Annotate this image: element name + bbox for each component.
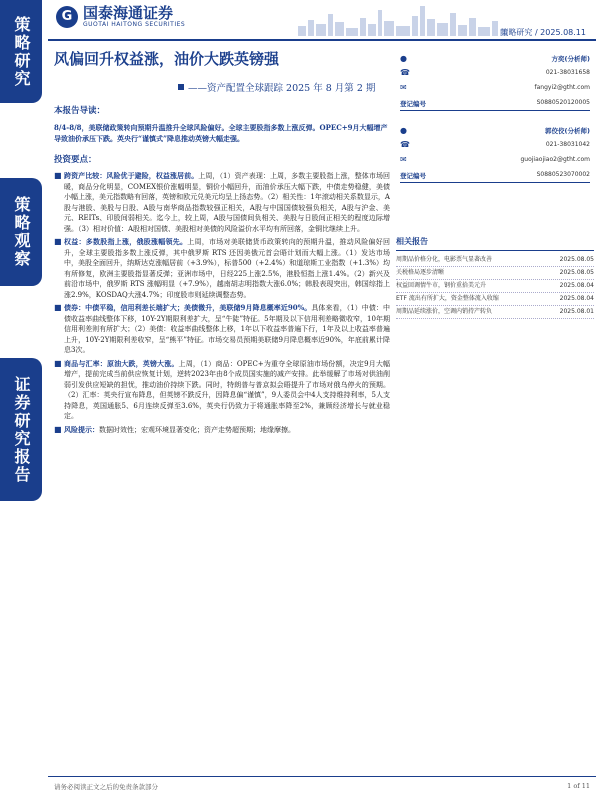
summary-item-body: 上周，（1）资产表现：上周，多数主要股指上涨，整体市场回暖，商品分化明显，COMEX银价涨幅明显，铜价小幅回升，而油价承压大幅下跌，中债走势稳健，美债小幅上涨，美元指数略有回落，英镑和欧元兑美元均呈上扬态势。（2）相关性：1年滚动相关系数显示，A股与港股、美股与日股、A股与南华商品指数较强正相关，A股与中国国债较强负相关，A股与沪金、美元、REITs、印股间弱相关。迄今上，较上周，A股与国债间负相关、美股与日股间正相关的程度边际增强。（3）相对价值：A股相对国债、美股相对美债的风险溢价水平均有所回落，金铜比继续上升。 [64, 172, 391, 233]
related-report-date: 2025.08.05 [559, 269, 594, 276]
footer-disclaimer: 请务必阅读正文之后的免责条款部分 [54, 783, 158, 791]
summary-item [54, 303, 390, 356]
analyst-divider [400, 182, 590, 183]
square-bullet-icon [178, 84, 184, 90]
related-report-title[interactable]: ETF 流出有所扩大，资金整体流入收缩 [396, 295, 499, 302]
phone-icon: ☎ [400, 140, 410, 149]
report-category-date: 策略研究 / 2025.08.11 [500, 28, 586, 37]
related-reports [396, 236, 594, 319]
summary-item-head: 商品与汇率：原油大跌，英镑大涨。 [64, 358, 179, 368]
bullet-icon: ■ [54, 237, 62, 246]
related-report-title[interactable]: 周期品延续涨价，空调内销持产转负 [396, 308, 493, 315]
summary-item [54, 425, 390, 436]
sidebar-label-strategy-observation: 策略观察 [0, 178, 42, 286]
logo-mark-icon: G [56, 6, 78, 28]
person-icon: ● [400, 126, 407, 135]
summary-item-body: 上周，市场对美联储货币政策转向的预期升温，推动风险偏好回升，全球主要股指多数上涨反弹，其中俄罗斯 RTS 还因美俄元首会晤计划而大幅上涨。（1）发达市场中，美股全面回升，纳斯达克涨幅居前（+3.9%），标普500（+2.4%）和道琼斯工业指数（+1.3%）均有所修复，欧洲主要股指显著反弹；亚洲市场中，日经225上涨2.5%，港股恒指上涨1.4%。（2）新兴及前沿市场中，俄罗斯 RTS 涨幅明显（+7.9%），越南胡志明指数大涨6.0%；韩股表现突出，韩国综指上涨2.9%，KOSDAQ大涨4.7%；印度股市则延续调整态势。 [64, 238, 390, 299]
main-content [54, 98, 390, 438]
analyst-email[interactable]: fangyi2@gtht.com [534, 84, 590, 91]
summary-list [54, 171, 390, 435]
report-title: 风偏回升权益涨，油价大跌英镑强 [54, 50, 280, 68]
related-report-item[interactable] [396, 267, 594, 280]
sidebar-label-securities-report: 证券研究报告 [0, 358, 42, 501]
analyst-divider [400, 110, 590, 111]
bullet-icon: ■ [54, 171, 62, 180]
related-report-date: 2025.08.05 [559, 256, 594, 263]
registration-label: 登记编号 [400, 100, 426, 108]
summary-item-head: 跨资产比较：风险优于避险，权益涨居前。 [64, 171, 199, 180]
related-report-item[interactable] [396, 280, 594, 293]
footer-divider [48, 776, 596, 777]
logo-name-en: GUOTAI HAITONG SECURITIES [83, 21, 186, 28]
related-report-date: 2025.08.04 [559, 295, 594, 302]
bullet-icon: ■ [54, 424, 62, 434]
bullet-icon: ■ [54, 358, 62, 368]
summary-item-body: 上周，（1）商品：OPEC+为重夺全球原油市场份额，决定9月大幅增产，提前完成当前供应恢复计划，逆转2023年由8个成员国实施的减产安排。此举缓解了市场对供油削弱引发供应短缺的担忧，推动油价持续下跌。同时，特朗普与普京拟会晤提升了市场对俄乌停火的预期。（2）汇率：英央行宣布降息，但英镑不跌反升，因降息偏“谨慎”，9人委员会中4人支持维持利率，5人支持降息，英国通胀5、6月连续反弹至3.6%，英央行仍致力于将通胀率降至2%，兼顾经济增长与就业稳定。 [64, 359, 391, 420]
brand-logo [56, 5, 185, 28]
related-reports-heading: 相关报告 [396, 236, 594, 251]
report-subtitle [178, 80, 375, 94]
summary-item-body: 具体来看，（1）中债：中债收益率曲线整体下移，10Y-2Y期限利差扩大，呈“牛陡”特征。5年期及以下信用利差略微收窄，10年期信用利差则有所扩大；（2）美债：收益率曲线整体上移，1年以下收益率普遍下行，1年及以上收益率普遍上升，10Y-2Y期限利差收窄，呈“熊平”特征。市场交易员预期美联储9月降息概率近90%，年底前累计降息3次。 [64, 304, 390, 354]
page-number: 1 of 11 [567, 782, 590, 790]
related-report-date: 2025.08.04 [559, 282, 594, 289]
analyst-name: 郭佼佼(分析师) [545, 127, 590, 135]
phone-icon: ☎ [400, 68, 410, 77]
analyst-card [400, 124, 590, 196]
related-report-title[interactable]: 关税格局逐步清晰 [396, 269, 445, 276]
skyline-decoration-icon [298, 4, 508, 36]
person-icon: ● [400, 54, 407, 63]
logo-name-cn: 国泰海通证券 [83, 4, 174, 22]
email-icon: ✉ [400, 83, 407, 92]
bullet-icon: ■ [54, 303, 62, 312]
summary-item [54, 359, 390, 422]
guide-heading: 本报告导读： [54, 106, 106, 116]
guide-text: 8/4-8/8，美联储政策转向预期升温推升全球风险偏好。全球主要股指多数上涨反弹。OPEC+9月大幅增产导致油价承压下跌。英央行“谨慎式”降息推动英镑大幅走强。 [54, 123, 388, 143]
analyst-name: 方奕(分析师) [551, 55, 590, 63]
summary-item-head: 权益：多数股指上涨，俄股涨幅领先。 [64, 237, 188, 246]
summary-item-head: 风险提示： [64, 424, 99, 434]
summary-item [54, 237, 390, 300]
analyst-email[interactable]: guojiaojiao2@gtht.com [520, 156, 590, 163]
related-report-title[interactable]: 周期品价格分化，电影票气显著改善 [396, 256, 493, 263]
analyst-phone: 021-38031658 [545, 69, 590, 76]
header [48, 0, 596, 40]
summary-item [54, 171, 390, 234]
registration-number: S0880520120005 [536, 99, 590, 106]
registration-number: S0880523070002 [536, 171, 590, 178]
report-subtitle-text: ——资产配置全球跟踪 2025 年 8 月第 2 期 [188, 83, 376, 94]
registration-label: 登记编号 [400, 172, 426, 180]
summary-heading: 投资要点： [54, 155, 97, 165]
related-report-date: 2025.08.01 [559, 308, 594, 315]
sidebar [0, 0, 42, 800]
summary-item-body: 数据时效性；宏观环境显著变化；资产走势超预期；地缘摩擦。 [99, 425, 295, 434]
related-report-title[interactable]: 权益回调情牛市，钢价重拾美元升 [396, 282, 487, 289]
email-icon: ✉ [400, 155, 407, 164]
related-report-item[interactable] [396, 293, 594, 306]
sidebar-label-strategy-research: 策略研究 [0, 0, 42, 103]
related-report-item[interactable] [396, 254, 594, 267]
analyst-card [400, 52, 590, 124]
analyst-phone: 021-38031042 [545, 141, 590, 148]
analyst-panel [400, 52, 590, 196]
header-divider [48, 39, 596, 41]
related-report-item[interactable] [396, 306, 594, 319]
summary-item-head: 债券：中债平稳，信用利差长端扩大；美债微升，美联储9月降息概率近90%。 [64, 303, 312, 312]
